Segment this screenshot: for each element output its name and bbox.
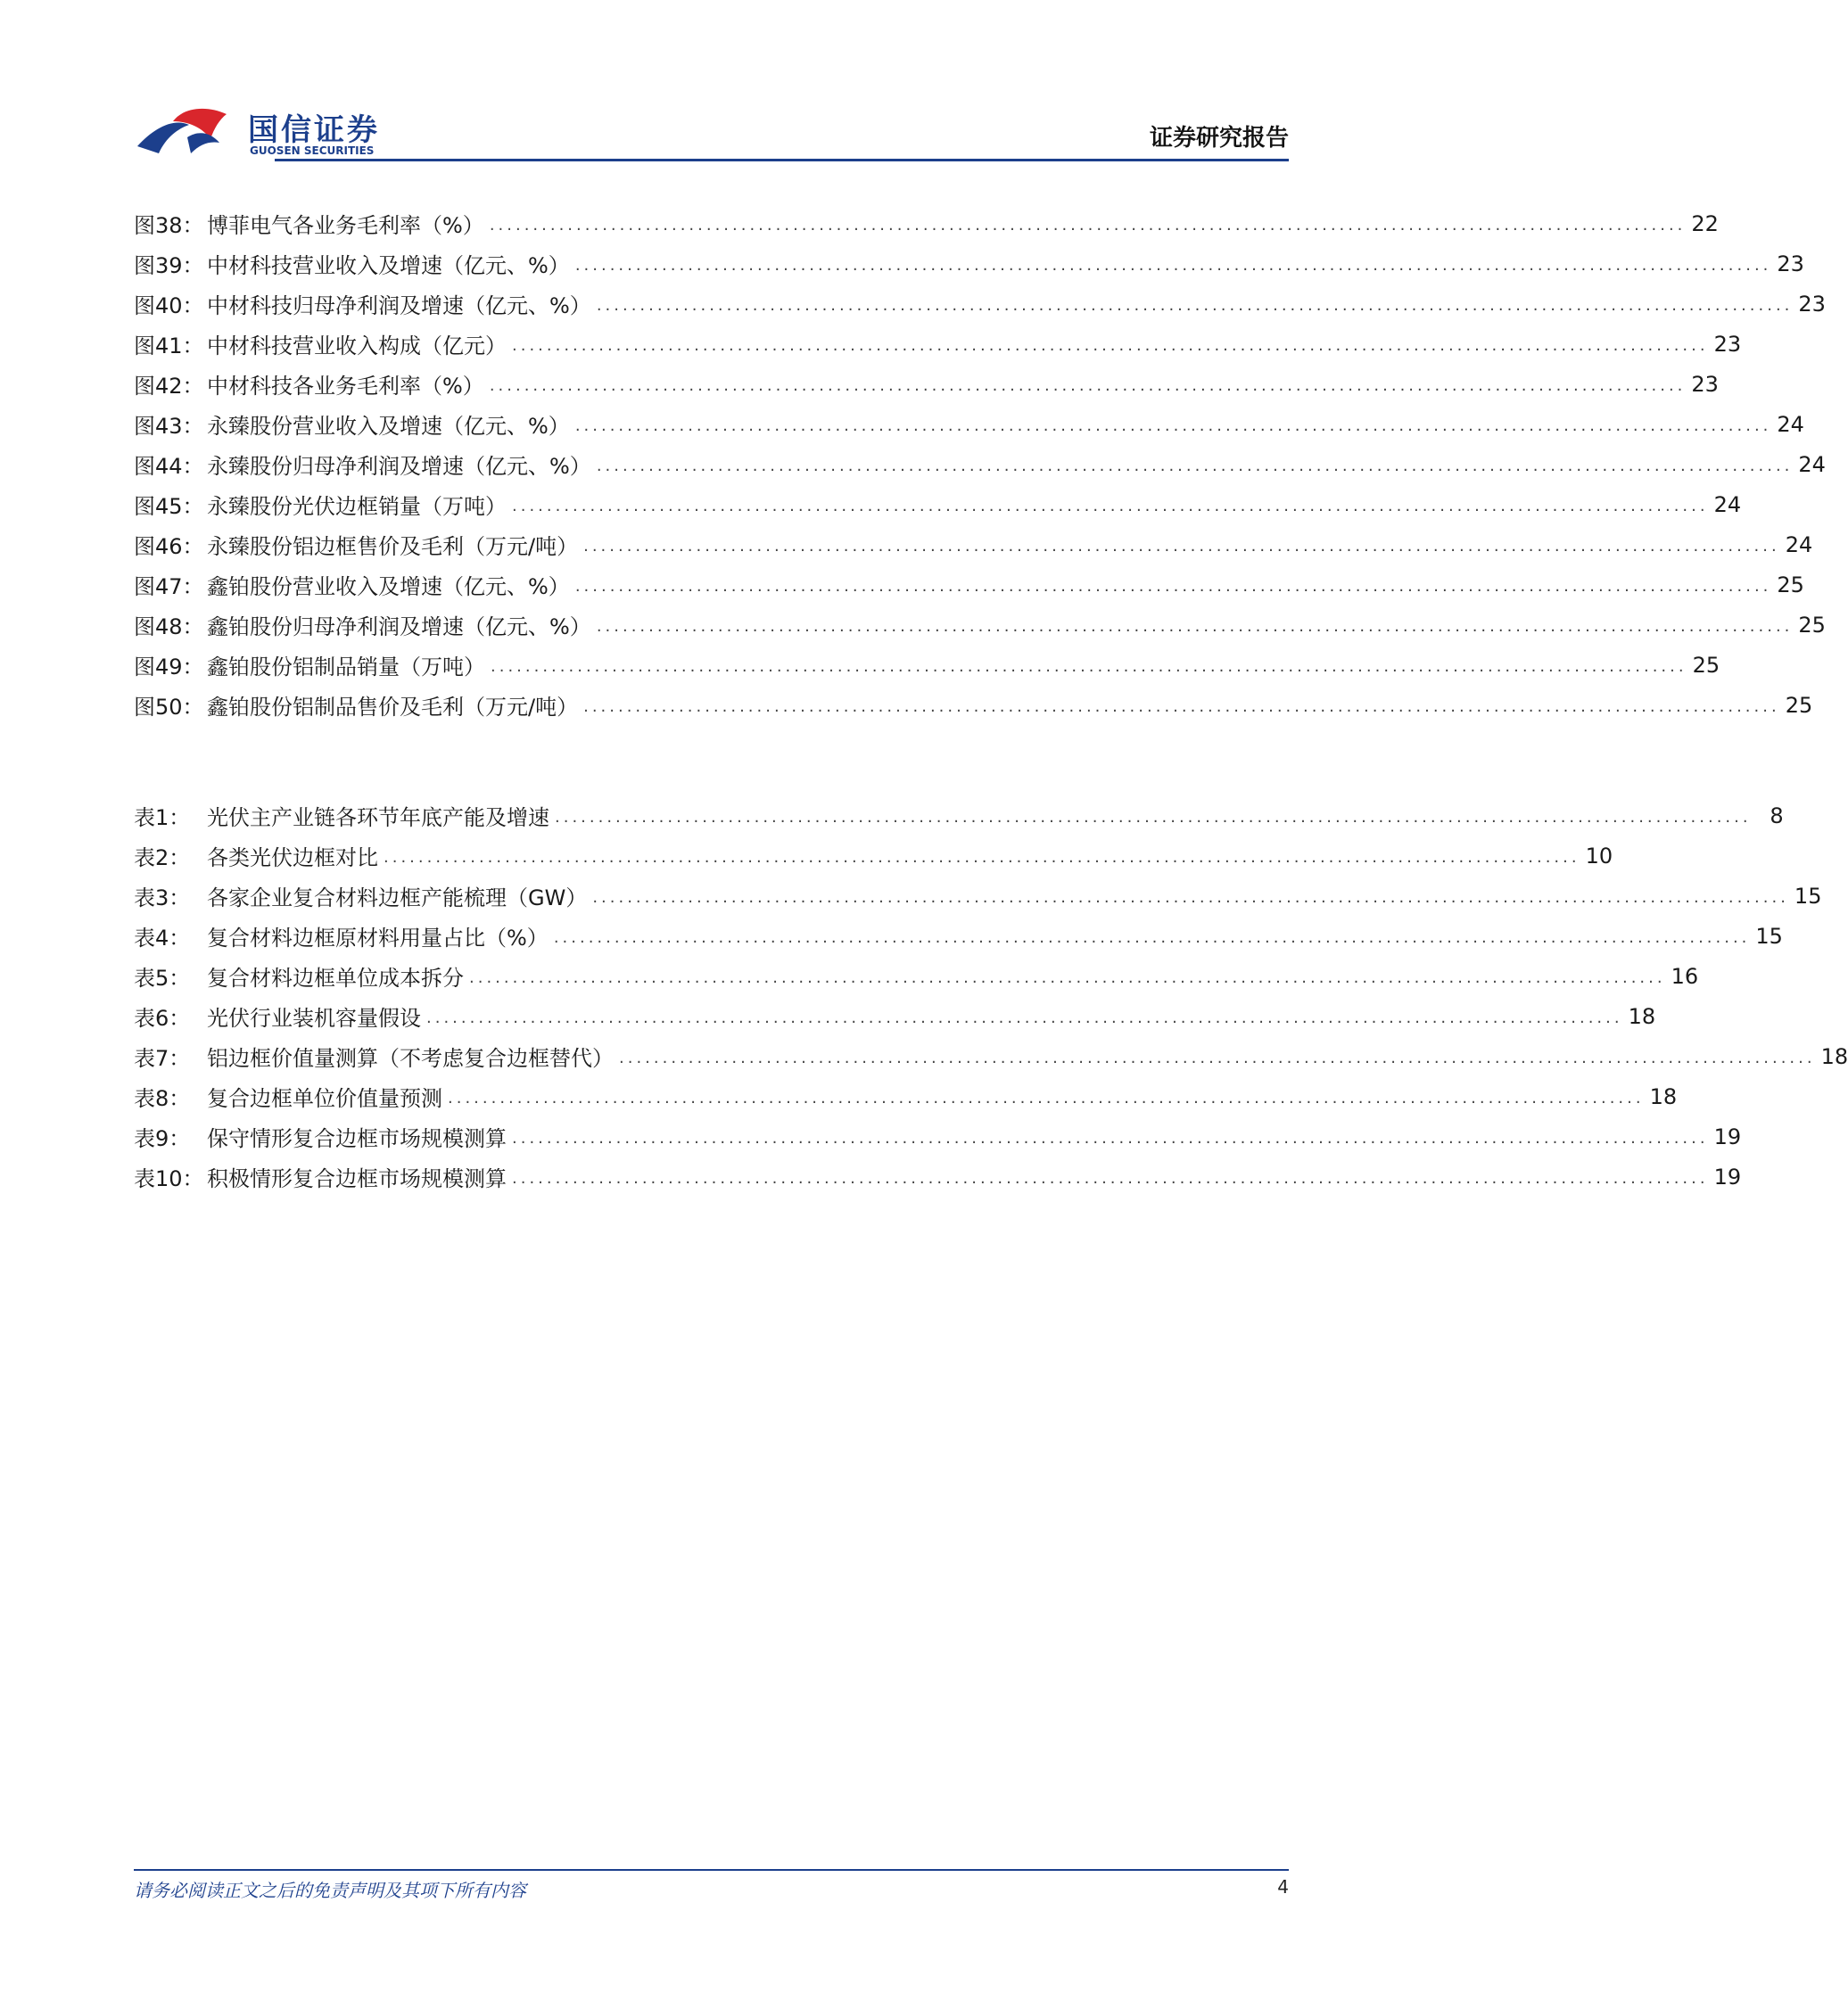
- toc-entry-page: 10: [1585, 843, 1613, 869]
- toc-entry-title: 永臻股份光伏边框销量（万吨）: [207, 494, 507, 519]
- dot-leader: ..........................................................................................................................................: [512, 335, 1709, 355]
- tables-index: [134, 795, 1848, 1197]
- toc-entry-label: 图49：: [134, 655, 204, 679]
- dot-leader: ..........................................................................................................................................: [448, 1088, 1645, 1108]
- toc-entry-figure-44[interactable]: [134, 444, 1826, 484]
- toc-entry-title: 光伏行业装机容量假设: [207, 1006, 421, 1031]
- toc-entry-label: 图39：: [134, 253, 204, 278]
- toc-entry-figure-40[interactable]: [134, 284, 1826, 324]
- dot-leader: ..........................................................................................................................................: [619, 1048, 1816, 1067]
- toc-entry-label: 表9：: [134, 1126, 191, 1151]
- dot-leader: ..........................................................................................................................................: [592, 887, 1789, 907]
- dot-leader: ..........................................................................................................................................: [596, 616, 1794, 636]
- figures-index: [134, 203, 1826, 725]
- toc-entry-label: 表7：: [134, 1046, 191, 1071]
- dot-leader: ..........................................................................................................................................: [574, 255, 1772, 275]
- toc-entry-title: 博菲电气各业务毛利率（%）: [207, 213, 484, 238]
- toc-entry-page: 18: [1628, 1003, 1656, 1029]
- page-header: [134, 98, 1289, 162]
- toc-entry-page: 25: [1785, 692, 1813, 718]
- toc-entry-figure-50[interactable]: [134, 685, 1813, 725]
- toc-entry-label: 表5：: [134, 966, 191, 991]
- toc-entry-label: 图45：: [134, 494, 204, 519]
- dot-leader: ..........................................................................................................................................: [469, 968, 1666, 987]
- toc-entry-title: 光伏主产业链各环节年底产能及增速: [207, 805, 549, 830]
- toc-entry-label: 图48：: [134, 614, 204, 639]
- logo-chinese-name: 国信证券: [248, 112, 380, 148]
- toc-entry-figure-38[interactable]: [134, 203, 1719, 243]
- toc-entry-title: 中材科技营业收入构成（亿元）: [207, 334, 507, 358]
- dot-leader: ..........................................................................................................................................: [512, 496, 1709, 515]
- toc-entry-page: 24: [1713, 491, 1742, 517]
- dot-leader: ..........................................................................................................................................: [574, 416, 1772, 435]
- toc-entry-page: 24: [1798, 451, 1826, 477]
- dot-leader: ..........................................................................................................................................: [583, 696, 1780, 716]
- toc-entry-page: 19: [1713, 1124, 1742, 1149]
- toc-entry-label: 表3：: [134, 885, 191, 910]
- toc-entry-page: 18: [1820, 1043, 1848, 1069]
- toc-entry-figure-39[interactable]: [134, 243, 1804, 284]
- dot-leader: ..........................................................................................................................................: [596, 295, 1794, 315]
- toc-entry-figure-42[interactable]: [134, 364, 1719, 404]
- toc-entry-title: 永臻股份营业收入及增速（亿元、%）: [207, 414, 570, 439]
- toc-entry-label: 表10：: [134, 1166, 204, 1191]
- disclaimer-notice: 请务必阅读正文之后的免责声明及其项下所有内容: [134, 1880, 526, 1901]
- dot-leader: ..........................................................................................................................................: [384, 847, 1580, 867]
- toc-entry-title: 复合边框单位价值量预测: [207, 1086, 442, 1111]
- toc-entry-title: 复合材料边框原材料用量占比（%）: [207, 926, 549, 951]
- toc-entry-page: 8: [1770, 803, 1784, 828]
- toc-entry-table-2[interactable]: [134, 836, 1613, 876]
- toc-entry-page: 23: [1798, 291, 1826, 317]
- toc-entry-label: 表4：: [134, 926, 191, 951]
- toc-entry-table-8[interactable]: [134, 1076, 1678, 1116]
- toc-entry-page: 24: [1777, 411, 1804, 437]
- toc-entry-label: 图43：: [134, 414, 204, 439]
- toc-entry-figure-48[interactable]: [134, 605, 1826, 645]
- toc-entry-title: 鑫铂股份营业收入及增速（亿元、%）: [207, 574, 570, 599]
- toc-entry-table-7[interactable]: [134, 1036, 1848, 1076]
- toc-entry-table-9[interactable]: [134, 1116, 1742, 1157]
- toc-entry-title: 各家企业复合材料边框产能梳理（GW）: [207, 885, 588, 910]
- toc-entry-title: 保守情形复合边框市场规模测算: [207, 1126, 507, 1151]
- toc-entry-title: 各类光伏边框对比: [207, 845, 378, 870]
- toc-entry-title: 积极情形复合边框市场规模测算: [207, 1166, 507, 1191]
- toc-entry-page: 24: [1785, 531, 1813, 557]
- footer-divider: [134, 1869, 1289, 1871]
- page-number: 4: [1277, 1876, 1289, 1898]
- toc-entry-figure-49[interactable]: [134, 645, 1720, 685]
- toc-entry-page: 16: [1671, 963, 1699, 989]
- toc-entry-title: 永臻股份铝边框售价及毛利（万元/吨）: [207, 534, 579, 559]
- logo-english-name: GUOSEN SECURITIES: [250, 144, 375, 157]
- dot-leader: ..........................................................................................................................................: [596, 456, 1794, 475]
- dot-leader: ..........................................................................................................................................: [512, 1128, 1709, 1148]
- toc-entry-table-6[interactable]: [134, 996, 1656, 1036]
- toc-entry-table-1[interactable]: [134, 795, 1784, 836]
- toc-entry-label: 图46：: [134, 534, 204, 559]
- dot-leader: ..........................................................................................................................................: [583, 536, 1780, 556]
- toc-entry-title: 鑫铂股份归母净利润及增速（亿元、%）: [207, 614, 591, 639]
- toc-entry-title: 中材科技各业务毛利率（%）: [207, 374, 484, 399]
- toc-entry-figure-43[interactable]: [134, 404, 1804, 444]
- toc-entry-figure-46[interactable]: [134, 524, 1813, 564]
- toc-entry-page: 19: [1713, 1164, 1742, 1190]
- dot-leader: ..........................................................................................................................................: [512, 1168, 1709, 1188]
- toc-entry-figure-45[interactable]: [134, 484, 1742, 524]
- toc-entry-label: 表8：: [134, 1086, 191, 1111]
- toc-entry-title: 中材科技归母净利润及增速（亿元、%）: [207, 293, 591, 318]
- toc-entry-table-3[interactable]: [134, 876, 1822, 916]
- toc-entry-page: 18: [1649, 1083, 1678, 1109]
- toc-entry-title: 中材科技营业收入及增速（亿元、%）: [207, 253, 570, 278]
- toc-entry-figure-47[interactable]: [134, 564, 1804, 605]
- toc-entry-table-4[interactable]: [134, 916, 1783, 956]
- toc-entry-label: 表2：: [134, 845, 191, 870]
- toc-entry-page: 22: [1691, 210, 1719, 236]
- toc-entry-title: 永臻股份归母净利润及增速（亿元、%）: [207, 454, 591, 479]
- dot-leader: ..........................................................................................................................................: [489, 215, 1687, 235]
- toc-entry-page: 25: [1692, 652, 1720, 678]
- toc-entry-page: 15: [1794, 883, 1822, 909]
- toc-entry-page: 23: [1691, 371, 1719, 397]
- toc-entry-page: 25: [1798, 612, 1826, 638]
- toc-entry-title: 铝边框价值量测算（不考虑复合边框替代）: [207, 1046, 614, 1071]
- dot-leader: ..........................................................................................................................................: [426, 1008, 1623, 1027]
- toc-entry-page: 25: [1777, 572, 1804, 597]
- toc-entry-label: 图41：: [134, 334, 204, 358]
- toc-entry-label: 图42：: [134, 374, 204, 399]
- toc-entry-table-5[interactable]: [134, 956, 1699, 996]
- dot-leader: ..........................................................................................................................................: [553, 927, 1751, 947]
- toc-entry-label: 图38：: [134, 213, 204, 238]
- guosen-logo-icon: [134, 102, 241, 159]
- toc-entry-title: 鑫铂股份铝制品售价及毛利（万元/吨）: [207, 695, 579, 720]
- dot-leader: ..........................................................................................................................................: [574, 576, 1772, 596]
- toc-entry-label: 图47：: [134, 574, 204, 599]
- header-divider: [275, 159, 1289, 161]
- toc-entry-table-10[interactable]: [134, 1157, 1742, 1197]
- toc-entry-label: 图50：: [134, 695, 204, 720]
- report-type-title: 证券研究报告: [1149, 125, 1289, 152]
- dot-leader: ..........................................................................................................................................: [491, 656, 1687, 676]
- dot-leader: ..........................................................................................................................................: [489, 375, 1687, 395]
- toc-entry-figure-41[interactable]: [134, 324, 1742, 364]
- toc-entry-label: 图44：: [134, 454, 204, 479]
- toc-entry-page: 15: [1755, 923, 1783, 949]
- toc-entry-page: 23: [1777, 251, 1804, 276]
- toc-entry-page: 23: [1713, 331, 1742, 357]
- toc-entry-label: 表6：: [134, 1006, 191, 1031]
- toc-entry-title: 鑫铂股份铝制品销量（万吨）: [207, 655, 485, 679]
- toc-entry-title: 复合材料边框单位成本拆分: [207, 966, 464, 991]
- dot-leader: ..........................................................................................................................................: [555, 807, 1752, 827]
- toc-entry-label: 图40：: [134, 293, 204, 318]
- toc-entry-label: 表1：: [134, 805, 191, 830]
- company-logo: [134, 98, 401, 162]
